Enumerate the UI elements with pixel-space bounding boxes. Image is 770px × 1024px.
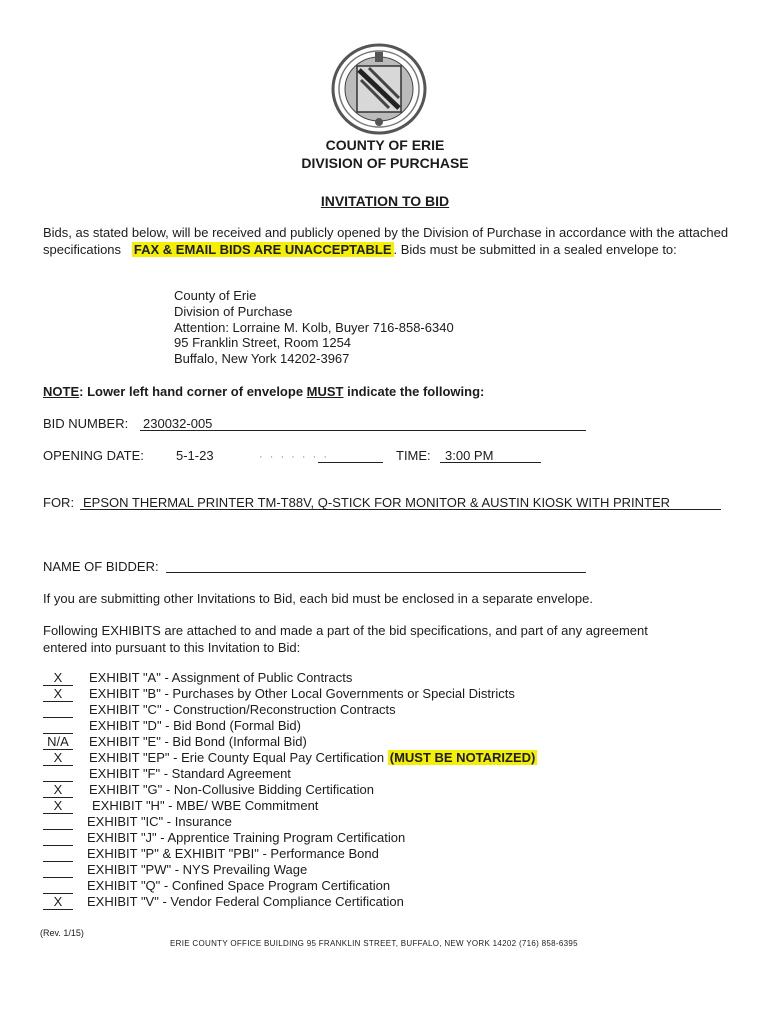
- address-line: Attention: Lorraine M. Kolb, Buyer 716-858-6340: [174, 319, 454, 335]
- bid-number-value: 230032-005: [143, 416, 213, 431]
- intro-text: Bids, as stated below, will be received and publicly opened by the Division of Purchase in accordance with the attached specifications: [43, 225, 729, 257]
- address-line: 95 Franklin Street, Room 1254: [174, 335, 352, 351]
- exhibit-item: EXHIBIT "G" - Non-Collusive Bidding Certification: [89, 782, 374, 797]
- county-name: COUNTY OF ERIE: [325, 137, 445, 153]
- bid-number-label: BID NUMBER:: [43, 416, 129, 431]
- intro-paragraph: [43, 225, 733, 258]
- exhibit-mark: [43, 830, 73, 846]
- exhibit-mark: N/A: [43, 734, 73, 750]
- exhibits-intro: Following EXHIBITS are attached to and made a part of the bid specifications, and part of any agreement entered into pursuant to this Invitation to Bid:: [43, 623, 648, 655]
- exhibit-item: EXHIBIT "PW" - NYS Prevailing Wage: [87, 862, 308, 877]
- note-text-after: indicate the following:: [343, 384, 485, 399]
- exhibit-item: EXHIBIT "D" - Bid Bond (Formal Bid): [89, 718, 301, 733]
- division-name: DIVISION OF PURCHASE: [301, 155, 469, 171]
- for-label: FOR:: [43, 495, 75, 510]
- exhibit-item: EXHIBIT "E" - Bid Bond (Informal Bid): [89, 734, 307, 749]
- exhibit-text: EXHIBIT "EP" - Erie County Equal Pay Certification: [89, 750, 385, 765]
- exhibit-mark: X: [43, 686, 73, 702]
- exhibit-item: EXHIBIT "Q" - Confined Space Program Certification: [87, 878, 391, 893]
- footer-address: ERIE COUNTY OFFICE BUILDING 95 FRANKLIN STREET, BUFFALO, NEW YORK 14202 (716) 858-6395: [170, 939, 578, 948]
- time-value: 3:00 PM: [445, 448, 494, 463]
- intro-text-after: . Bids must be submitted in a sealed envelope to:: [393, 241, 677, 257]
- title-text: INVITATION TO BID: [320, 193, 450, 209]
- address-block: [174, 288, 454, 367]
- exhibit-mark: X: [43, 894, 73, 910]
- exhibit-item: EXHIBIT "B" - Purchases by Other Local Governments or Special Districts: [89, 686, 515, 701]
- exhibit-mark: X: [43, 782, 73, 798]
- exhibit-item: EXHIBIT "H" - MBE/ WBE Commitment: [92, 798, 319, 813]
- fax-email-warning: FAX & EMAIL BIDS ARE UNACCEPTABLE: [133, 241, 392, 257]
- opening-date-value: 5-1-23: [176, 448, 214, 463]
- page-title: [0, 193, 770, 209]
- exhibit-mark: [43, 814, 73, 830]
- exhibit-mark: [43, 718, 73, 734]
- exhibit-mark: [43, 862, 73, 878]
- notarized-warning: (MUST BE NOTARIZED): [389, 750, 536, 765]
- exhibit-item: EXHIBIT "F" - Standard Agreement: [89, 766, 291, 781]
- exhibit-mark: X: [43, 750, 73, 766]
- separate-envelope-note: If you are submitting other Invitations to Bid, each bid must be enclosed in a separate envelope.: [43, 591, 593, 606]
- bidder-label: NAME OF BIDDER:: [43, 559, 159, 574]
- envelope-note: [43, 384, 484, 399]
- revision-note: (Rev. 1/15): [40, 928, 84, 938]
- exhibit-item: EXHIBIT "J" - Apprentice Training Program Certification: [87, 830, 406, 845]
- address-line: Buffalo, New York 14202-3967: [174, 351, 350, 367]
- exhibit-item: EXHIBIT "P" & EXHIBIT "PBI" - Performance Bond: [87, 846, 379, 861]
- exhibit-item: EXHIBIT "V" - Vendor Federal Compliance Certification: [87, 894, 404, 909]
- county-seal: [329, 42, 429, 136]
- time-label: TIME:: [396, 448, 431, 463]
- opening-date-label: OPENING DATE:: [43, 448, 144, 463]
- note-text: : Lower left hand corner of envelope: [79, 384, 307, 399]
- exhibit-mark: [43, 846, 73, 862]
- exhibit-item: EXHIBIT "A" - Assignment of Public Contracts: [89, 670, 353, 685]
- exhibit-mark: [43, 878, 73, 894]
- address-line: County of Erie: [174, 288, 257, 303]
- note-label: NOTE: [43, 384, 80, 399]
- address-line: Division of Purchase: [174, 303, 293, 319]
- for-value: EPSON THERMAL PRINTER TM-T88V, Q-STICK FOR MONITOR & AUSTIN KIOSK WITH PRINTER: [83, 495, 670, 510]
- exhibit-item: [89, 750, 537, 766]
- exhibit-mark: [43, 702, 73, 718]
- exhibit-item: EXHIBIT "C" - Construction/Reconstruction Contracts: [89, 702, 396, 717]
- exhibit-mark: X: [43, 670, 73, 686]
- faint-dots: · · · · · · ·: [259, 451, 329, 463]
- bidder-name-field[interactable]: [166, 572, 586, 573]
- note-must: MUST: [306, 384, 344, 399]
- exhibit-item: EXHIBIT "IC" - Insurance: [87, 814, 232, 829]
- exhibit-mark: X: [43, 798, 73, 814]
- exhibit-mark: [43, 766, 73, 782]
